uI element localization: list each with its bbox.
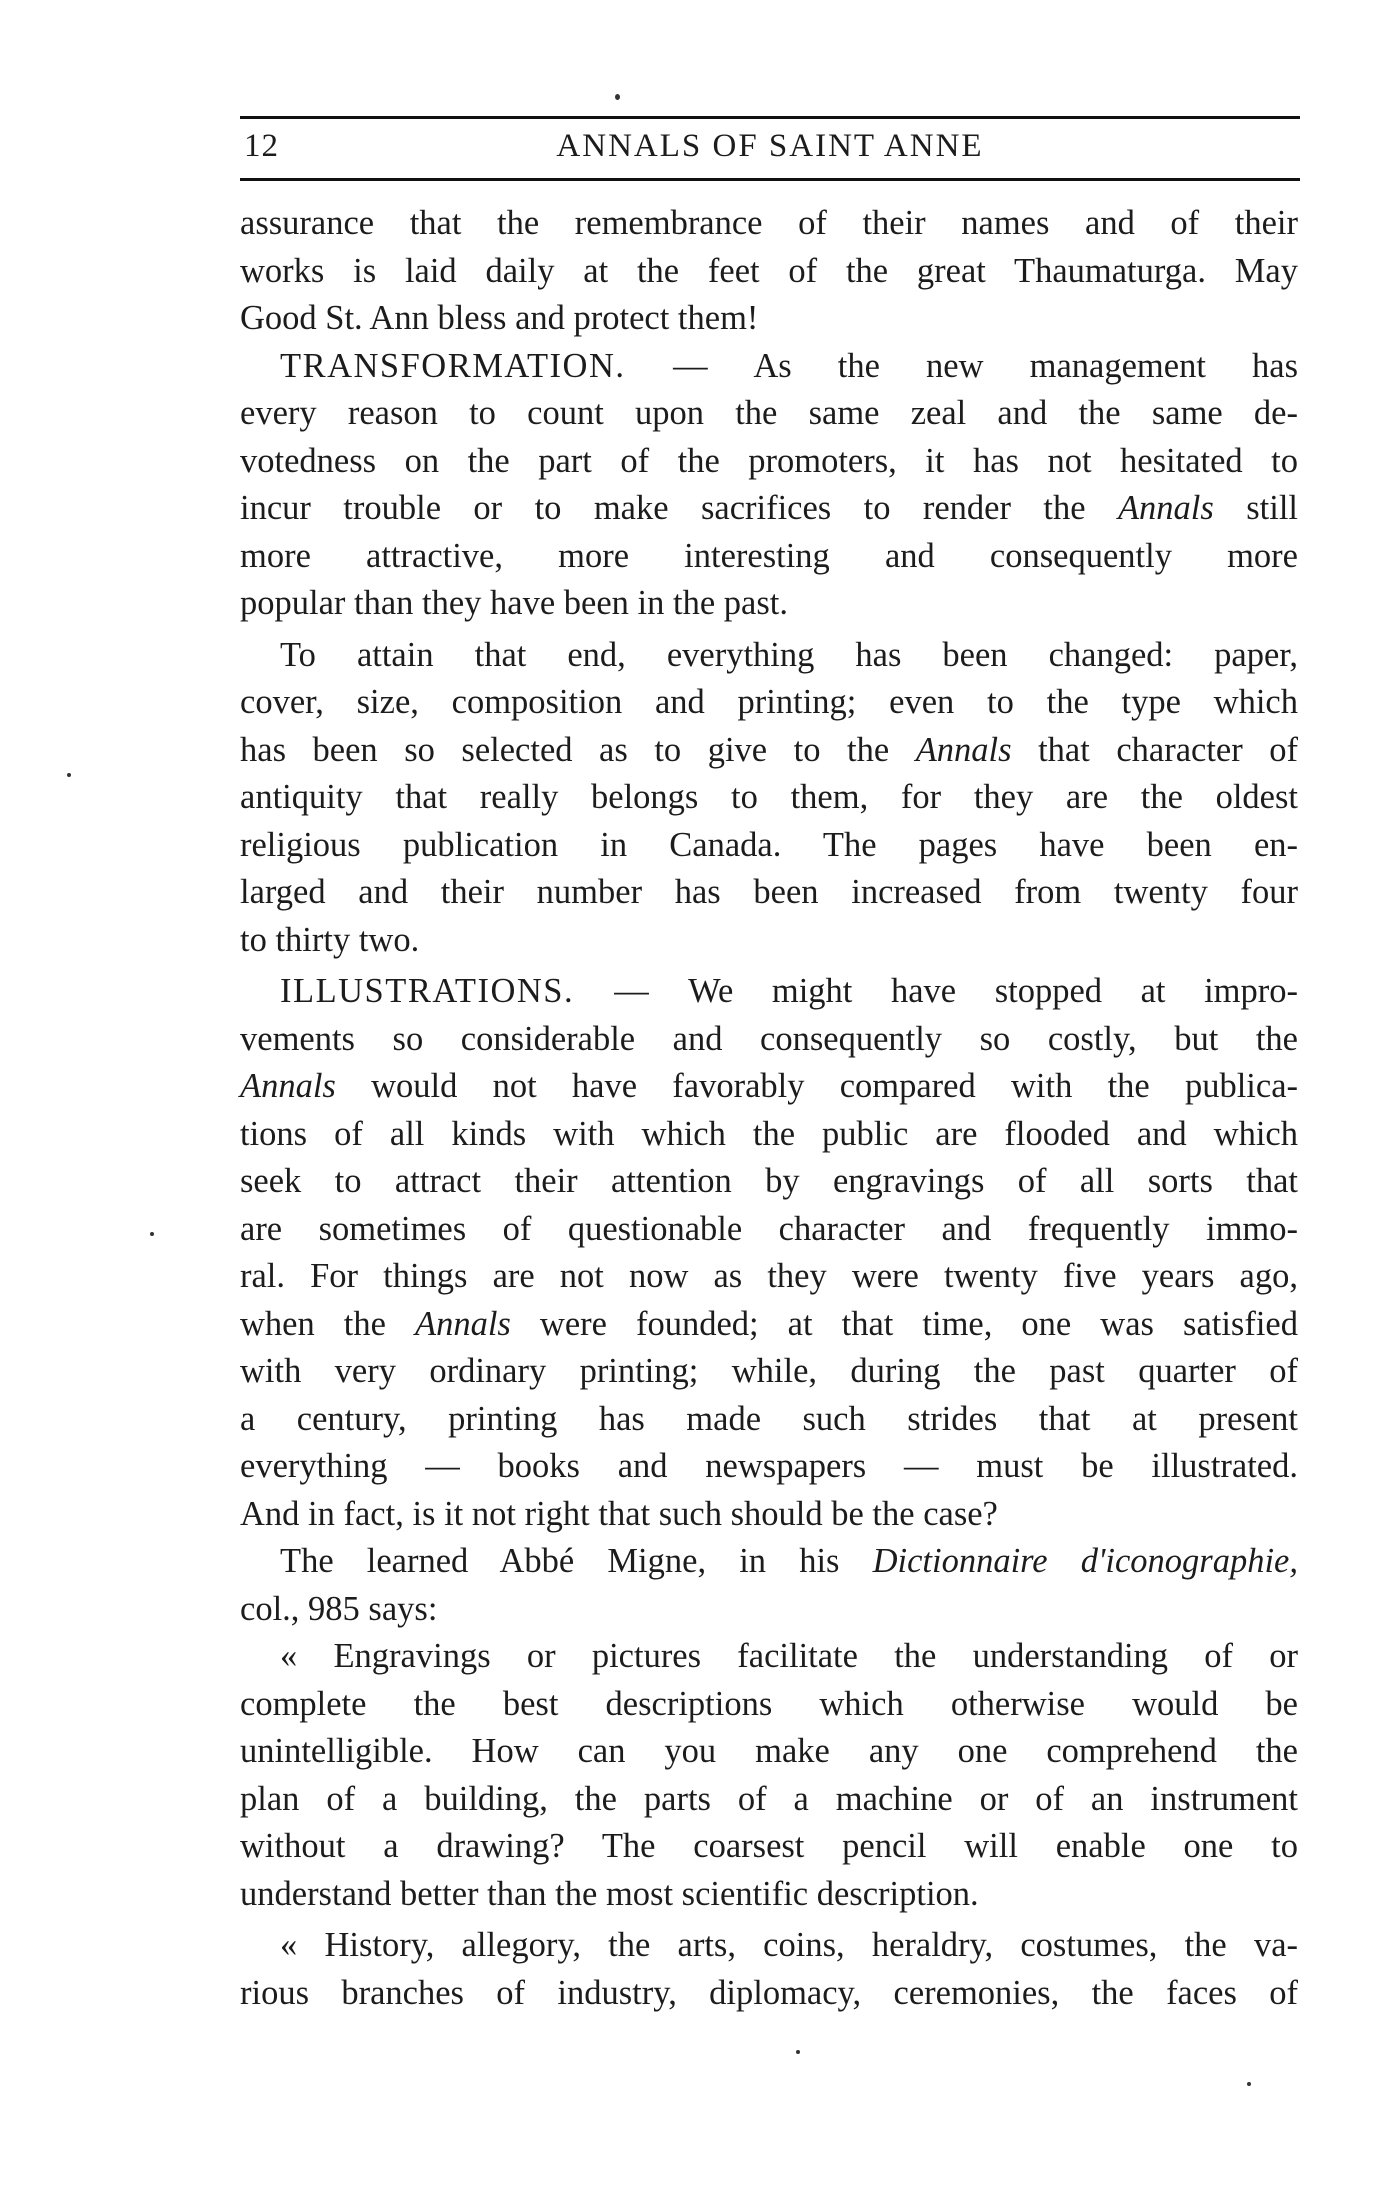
text-line: The learned Abbé Migne, in his Dictionnaire d'iconographie, bbox=[280, 1542, 1298, 1580]
quote-line: unintelligible. How can you make any one comprehend the bbox=[240, 1732, 1298, 1770]
quote-line: « Engravings or pictures facilitate the understanding of or bbox=[280, 1637, 1298, 1675]
text-line: col., 985 says: bbox=[240, 1589, 438, 1628]
section-heading-line: TRANSFORMATION. — As the new management has bbox=[280, 346, 1299, 385]
header-bottom-rule bbox=[240, 178, 1300, 181]
text-line: ral. For things are not now as they were twenty five years ago, bbox=[240, 1257, 1298, 1295]
text-line: And in fact, is it not right that such should be the case? bbox=[240, 1494, 998, 1533]
text-line: has been so selected as to give to the Annals that character of bbox=[240, 730, 1298, 769]
text-line: popular than they have been in the past. bbox=[240, 584, 788, 622]
running-header bbox=[240, 128, 1300, 184]
running-title: ANNALS OF SAINT ANNE bbox=[556, 128, 984, 164]
print-speck bbox=[1247, 2082, 1251, 2086]
text-line: with very ordinary printing; while, during the past quarter of bbox=[240, 1352, 1298, 1390]
text-line: to thirty two. bbox=[240, 920, 420, 959]
print-speck bbox=[150, 1232, 154, 1236]
text-line: are sometimes of questionable character and frequently immo- bbox=[240, 1209, 1298, 1248]
text-line: votedness on the part of the promoters, it has not hesitated to bbox=[240, 441, 1298, 480]
text-line: everything — books and newspapers — must be illustrated. bbox=[240, 1447, 1298, 1485]
text-line: Annals would not have favorably compared with the publica- bbox=[240, 1067, 1298, 1105]
quote-line: rious branches of industry, diplomacy, ceremonies, the faces of bbox=[240, 1973, 1298, 2012]
quote-line: understand better than the most scientific description. bbox=[240, 1874, 979, 1913]
header-top-rule bbox=[240, 116, 1300, 119]
text-line: cover, size, composition and printing; even to the type which bbox=[240, 683, 1298, 721]
text-line: more attractive, more interesting and consequently more bbox=[240, 536, 1298, 575]
text-line: every reason to count upon the same zeal and the same de- bbox=[240, 394, 1298, 432]
text-line: when the Annals were founded; at that time, one was satisfied bbox=[240, 1304, 1298, 1343]
quote-line: without a drawing? The coarsest pencil will enable one to bbox=[240, 1827, 1298, 1865]
text-line: religious publication in Canada. The pages have been en- bbox=[240, 825, 1298, 864]
section-heading: TRANSFORMATION. — bbox=[280, 346, 710, 385]
print-speck bbox=[615, 94, 620, 100]
page-body bbox=[240, 200, 1298, 2017]
text-line: antiquity that really belongs to them, for they are the oldest bbox=[240, 778, 1298, 816]
text-line: vements so considerable and consequently so costly, but the bbox=[240, 1019, 1298, 1058]
print-speck bbox=[67, 773, 71, 777]
section-heading-line: ILLUSTRATIONS. — We might have stopped at impro- bbox=[280, 972, 1298, 1010]
text-line: assurance that the remembrance of their names and of their bbox=[240, 204, 1298, 242]
page-number: 12 bbox=[244, 128, 279, 164]
print-speck bbox=[796, 2050, 800, 2054]
quote-line: complete the best descriptions which otherwise would be bbox=[240, 1684, 1298, 1723]
text-line: incur trouble or to make sacrifices to render the Annals still bbox=[240, 489, 1298, 527]
quote-line: plan of a building, the parts of a machine or of an instrument bbox=[240, 1779, 1298, 1818]
text-line: seek to attract their attention by engravings of all sorts that bbox=[240, 1162, 1298, 1200]
section-heading: ILLUSTRATIONS. — bbox=[280, 972, 651, 1010]
text-line: Good St. Ann bless and protect them! bbox=[240, 299, 759, 337]
text-line: To attain that end, everything has been changed: paper, bbox=[280, 635, 1298, 674]
text-line: works is laid daily at the feet of the great Thaumaturga. May bbox=[240, 251, 1298, 290]
text-line: a century, printing has made such strides that at present bbox=[240, 1399, 1298, 1438]
text-line: larged and their number has been increased from twenty four bbox=[240, 873, 1298, 911]
quote-line: « History, allegory, the arts, coins, heraldry, costumes, the va- bbox=[280, 1926, 1298, 1964]
text-line: tions of all kinds with which the public are flooded and which bbox=[240, 1114, 1298, 1153]
